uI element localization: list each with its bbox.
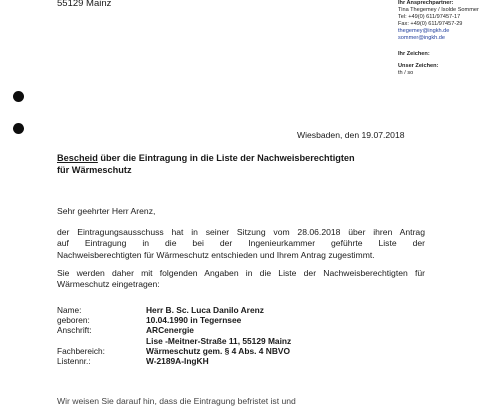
your-reference-label: Ihr Zeichen: (398, 51, 430, 57)
paragraph-decision-line-2: auf Eintragung in die bei der Ingenieurkammer geführte Liste der (57, 238, 425, 249)
contact-email-sommer[interactable]: sommer@ingkh.de (398, 35, 446, 41)
recipient-address-city: 55129 Mainz (57, 0, 112, 9)
field-value: Wärmeschutz gem. § 4 Abs. 4 NBVO (146, 345, 290, 356)
field-value: W-2189A-IngKH (146, 355, 209, 366)
field-value: Lise -Meitner-Straße 11, 55129 Mainz (146, 335, 292, 346)
field-label: Fachbereich: (57, 345, 105, 356)
paragraph-decision-line-3: Nachweisberechtigten für Wärmeschutz entschieden und Ihrem Antrag zugestimmt. (57, 249, 375, 260)
contact-heading: Ihr Ansprechpartner: (398, 0, 454, 6)
field-value: 10.04.1990 in Tegernsee (146, 315, 242, 326)
field-label: geboren: (57, 315, 90, 326)
truncated-paragraph: Wir weisen Sie darauf hin, dass die Eintragung befristet ist und (57, 396, 296, 406)
contact-email-thegemey[interactable]: thegemey@ingkh.de (398, 28, 450, 34)
punch-hole-top (13, 91, 24, 102)
field-label: Listennr.: (57, 355, 91, 366)
paragraph-decision-line-1: der Eintragungsausschuss hat in seiner Sitzung vom 28.06.2018 über ihren Antrag (57, 227, 425, 237)
subject-keyword: Bescheid (57, 153, 98, 163)
punch-hole-bottom (13, 123, 24, 134)
our-reference-label: Unser Zeichen: (398, 63, 439, 69)
contact-names: Tina Thegemey / Isolde Sommer (398, 7, 479, 13)
paragraph-registration-line-2: Wärmeschutz eingetragen: (57, 279, 160, 290)
contact-fax: Fax: +49(0) 611/97457-29 (398, 21, 463, 27)
contact-sidebar (398, 0, 479, 77)
letter-subject (57, 152, 355, 176)
our-reference-value: th / so (398, 70, 414, 76)
field-value: ARCenergie (146, 325, 194, 336)
paragraph-registration-line-1: Sie werden daher mit folgenden Angaben in die Liste der Nachweisberechtigten für (57, 268, 425, 278)
contact-phone: Tel: +49(0) 611/97457-17 (398, 14, 461, 20)
paragraph-registration (57, 268, 425, 291)
salutation: Sehr geehrter Herr Arenz, (57, 206, 156, 216)
field-label: Anschrift: (57, 325, 92, 336)
place-date: Wiesbaden, den 19.07.2018 (297, 130, 405, 140)
subject-text: über die Eintragung in die Liste der Nachweisberechtigten (97, 153, 355, 163)
subject-line-2: für Wärmeschutz (57, 165, 132, 175)
field-value: Herr B. Sc. Luca Danilo Arenz (146, 305, 264, 315)
paragraph-decision (57, 227, 425, 261)
field-label: Name: (57, 305, 82, 315)
